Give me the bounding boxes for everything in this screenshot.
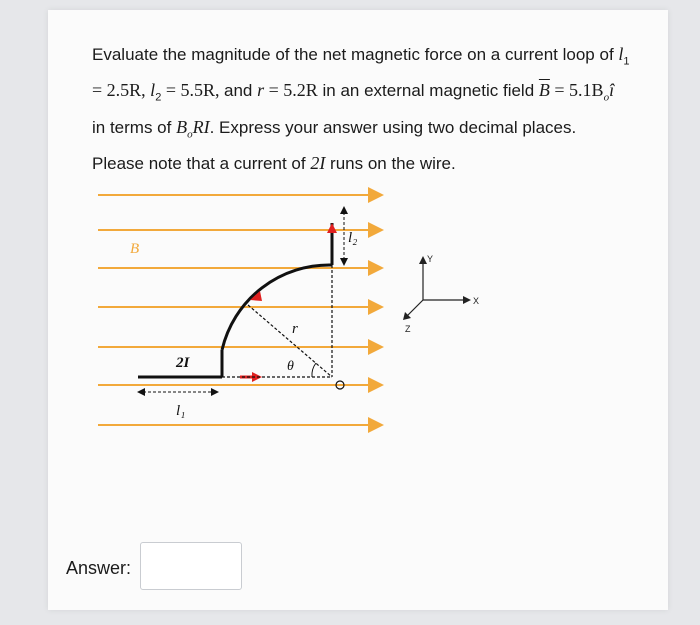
theta-label: θ <box>287 359 294 374</box>
l1-label: l₁ <box>176 403 186 419</box>
b-vector-symbol: $\overline{B}$ <box>538 80 550 101</box>
terms-sub: o <box>187 128 193 141</box>
question-text <box>92 40 632 178</box>
express-text: . Express your answer using two decimal places. Please note that a current of <box>92 117 577 174</box>
x-axis-arrow <box>463 296 471 304</box>
terms-b: B <box>176 116 188 137</box>
wire-text: runs on the wire. <box>325 154 456 174</box>
l2-value: = 5.5R, <box>161 80 224 101</box>
i-hat: î <box>609 80 615 101</box>
coordinate-axes <box>395 250 485 340</box>
current-value: 2I <box>310 153 326 174</box>
y-axis-label: Y <box>427 254 434 264</box>
b-value: = 5.1B <box>549 80 604 101</box>
answer-label: Answer: <box>66 558 132 578</box>
terms-text: in terms of <box>92 117 177 137</box>
current-loop <box>138 223 332 377</box>
terms-ri: RI <box>192 116 210 137</box>
current-arrowhead-top <box>327 223 337 233</box>
l2-label: l₂ <box>348 230 358 246</box>
theta-arc <box>312 363 316 377</box>
x-axis-label: X <box>473 296 480 306</box>
field-text: in an external magnetic field <box>317 81 539 101</box>
b0-subscript: o <box>603 91 610 104</box>
z-axis-label: Z <box>405 324 411 334</box>
l2-symbol: l <box>150 80 156 101</box>
answer-input[interactable] <box>140 542 242 590</box>
z-axis <box>407 300 423 316</box>
b-field-label: B <box>130 241 140 257</box>
y-axis-arrow <box>419 256 427 264</box>
r-symbol: r <box>257 80 265 101</box>
question-intro: Evaluate the magnitude of the net magnetic force on a current loop of <box>92 45 614 64</box>
l1-value: = 2.5R, <box>92 80 151 101</box>
current-label: 2I <box>176 355 190 371</box>
and-word: and <box>223 81 258 101</box>
l1-symbol: l <box>618 44 624 64</box>
r-label: r <box>292 321 298 337</box>
r-value: = 5.2R <box>264 80 318 101</box>
l1-subscript: 1 <box>623 55 630 68</box>
l2-subscript: 2 <box>155 91 162 104</box>
physics-diagram <box>90 185 390 440</box>
